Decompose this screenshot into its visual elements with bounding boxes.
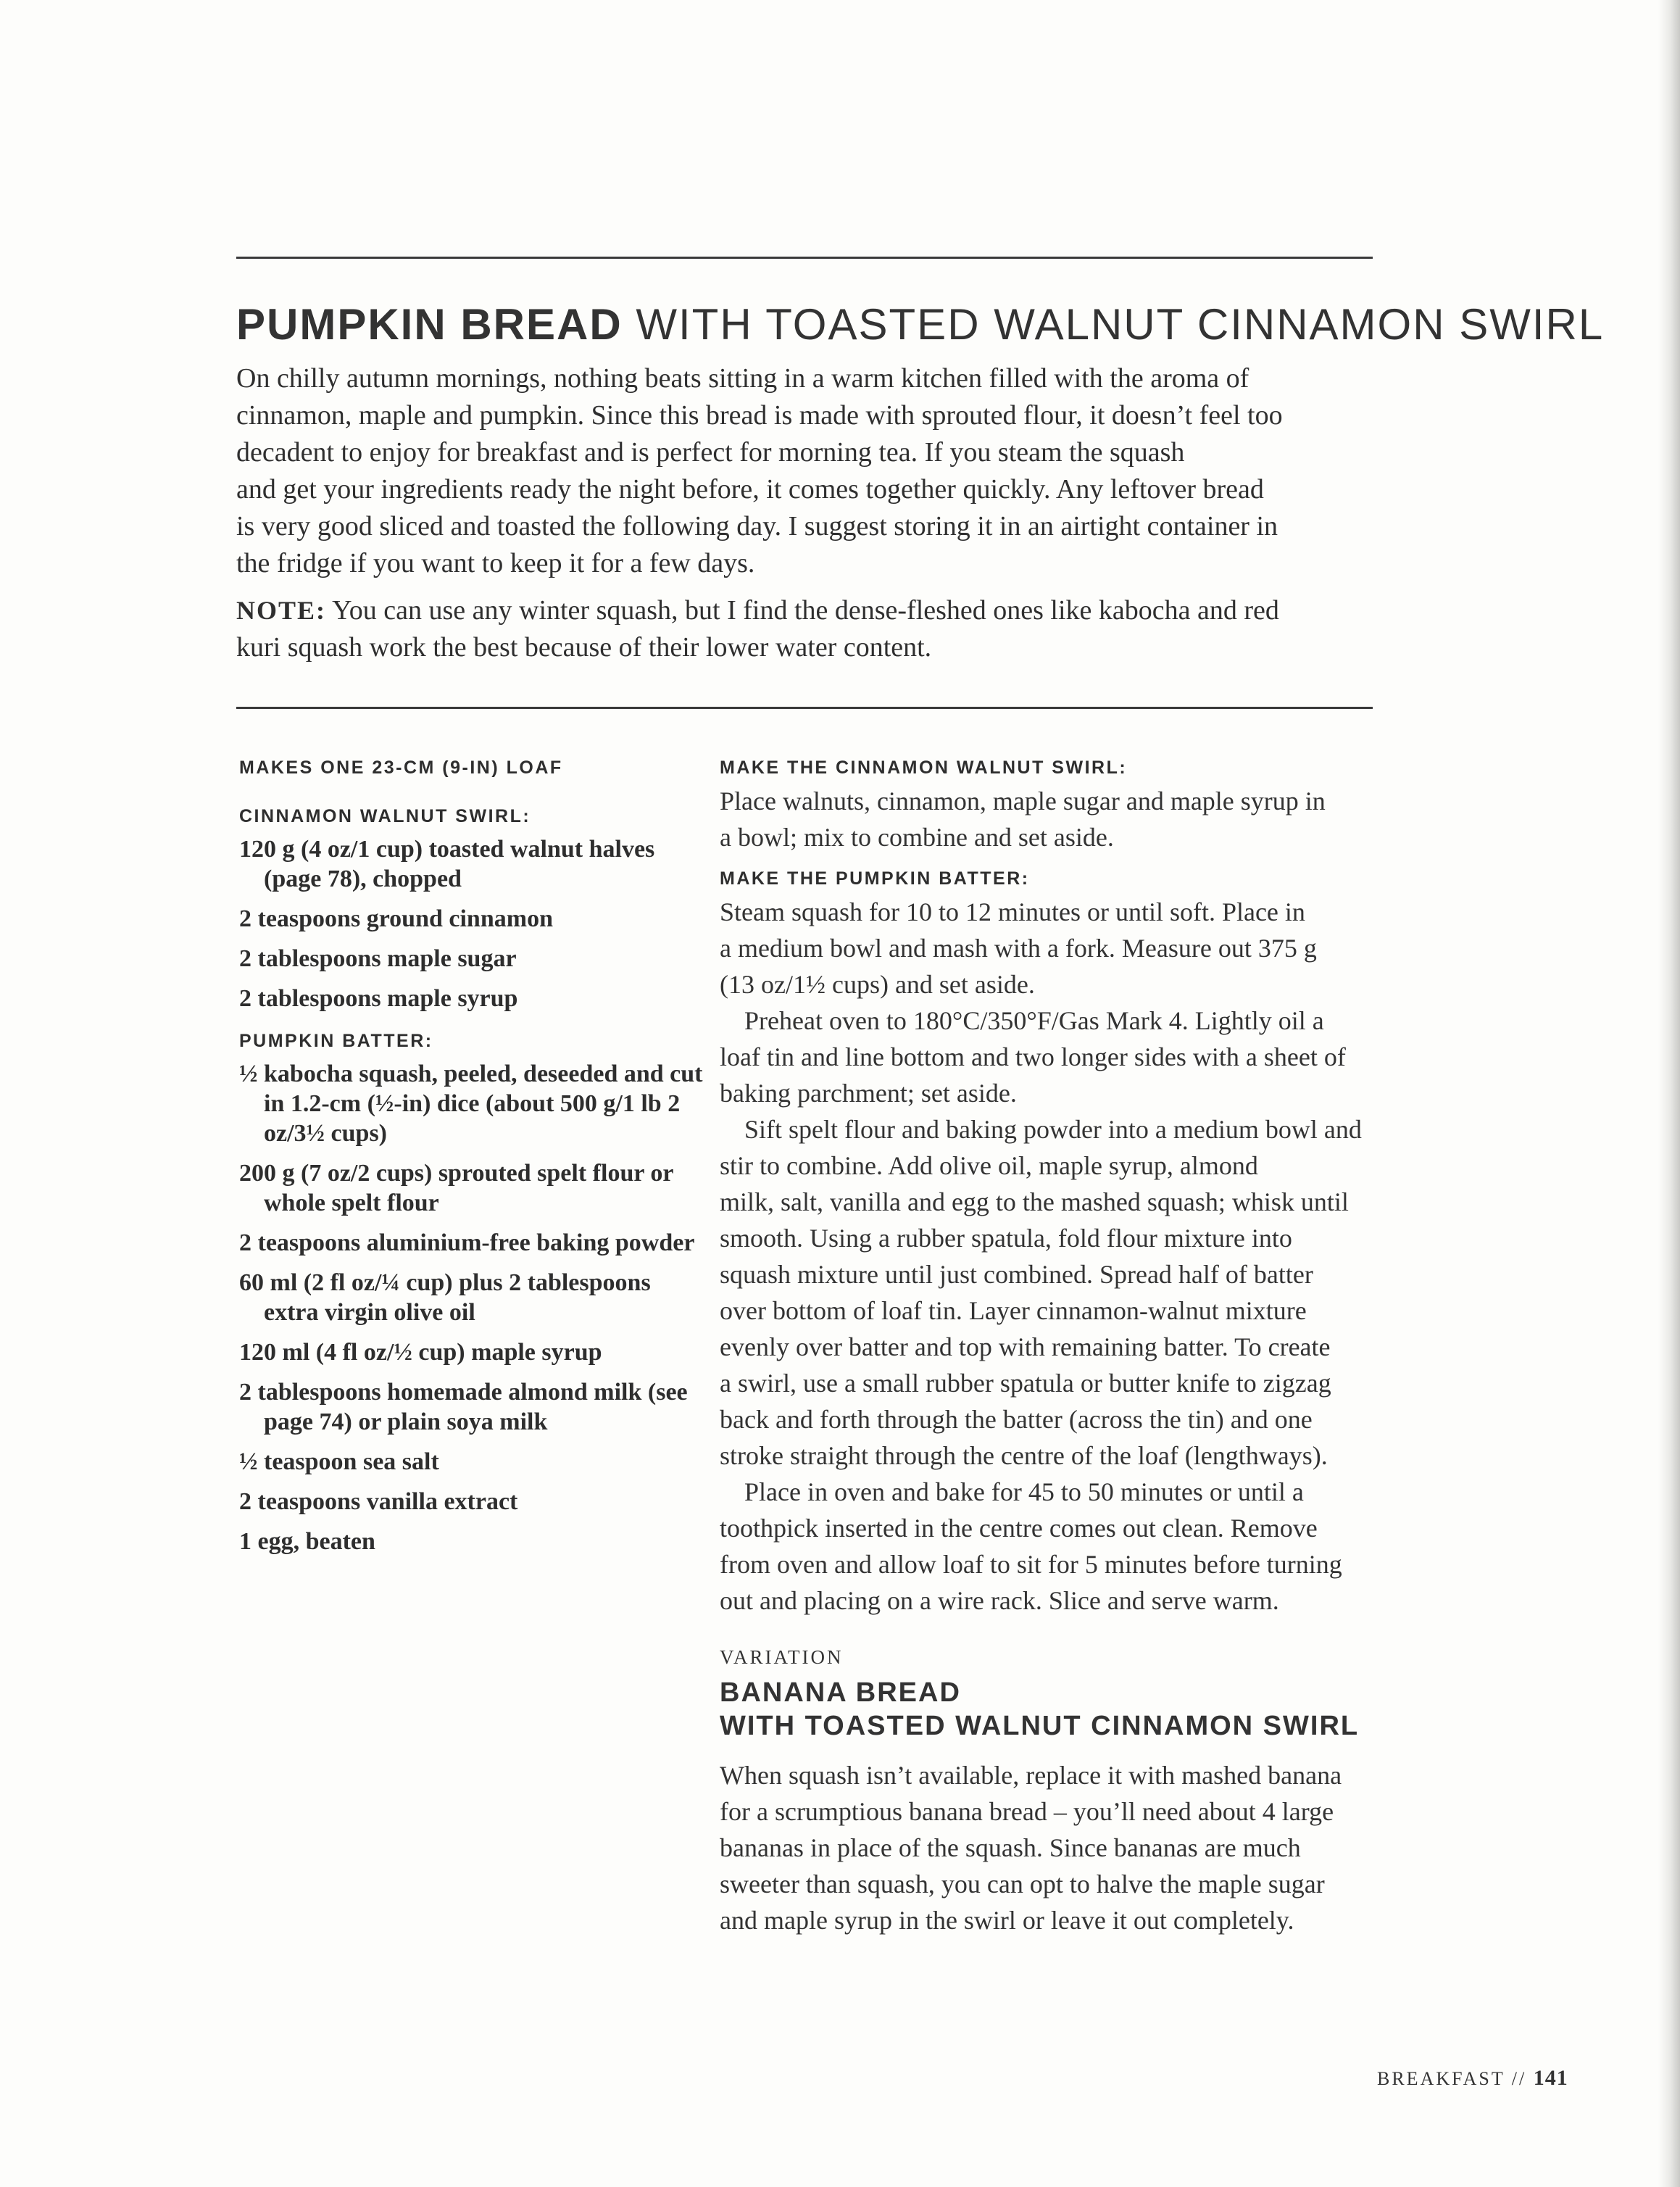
yield: MAKES ONE 23-CM (9-IN) LOAF [239, 758, 563, 778]
section-rule [236, 707, 1373, 709]
intro-line: decadent to enjoy for breakfast and is perfect for morning tea. If you steam the squash [236, 437, 1185, 468]
method-line: out and placing on a wire rack. Slice and serve warm. [720, 1586, 1279, 1615]
page-edge-shadow [1658, 0, 1680, 2187]
title-rest: WITH TOASTED WALNUT CINNAMON SWIRL [636, 300, 1605, 349]
method-line: Steam squash for 10 to 12 minutes or until soft. Place in [720, 897, 1305, 926]
ingredient-item: 60 ml (2 fl oz/¼ cup) plus 2 tablespoons extra virgin olive oil [239, 1269, 651, 1326]
variation-line: and maple syrup in the swirl or leave it out completely. [720, 1906, 1294, 1935]
method-line: a bowl; mix to combine and set aside. [720, 823, 1114, 852]
method-line: a medium bowl and mash with a fork. Measure out 375 g [720, 934, 1317, 963]
method-heading-swirl: MAKE THE CINNAMON WALNUT SWIRL: [720, 758, 1128, 778]
title-bold: PUMPKIN BREAD [236, 300, 623, 349]
ingredients-column [239, 758, 703, 1574]
intro-line: is very good sliced and toasted the following day. I suggest storing it in an airtight container in [236, 511, 1278, 541]
method-line: loaf tin and line bottom and two longer sides with a sheet of [720, 1042, 1346, 1071]
recipe-title [236, 296, 1605, 354]
method-column [720, 758, 1415, 1951]
ingredient-item: 2 teaspoons aluminium-free baking powder [239, 1229, 695, 1256]
method-batter-text [720, 894, 1415, 1619]
method-line: over bottom of loaf tin. Layer cinnamon-walnut mixture [720, 1296, 1307, 1325]
variation-title-line: BANANA BREAD [720, 1677, 961, 1708]
method-line: Place in oven and bake for 45 to 50 minutes or until a [744, 1477, 1304, 1506]
page-number: 141 [1533, 2066, 1568, 2090]
ingredient-item: 200 g (7 oz/2 cups) sprouted spelt flour or whole spelt flour [239, 1160, 673, 1216]
note-text: kuri squash work the best because of their lower water content. [236, 632, 932, 663]
ingredient-group-swirl [239, 806, 703, 1013]
method-line: baking parchment; set aside. [720, 1079, 1017, 1108]
method-line: Preheat oven to 180°C/350°F/Gas Mark 4. Lightly oil a [744, 1006, 1324, 1035]
ingredient-group-heading: CINNAMON WALNUT SWIRL: [239, 806, 531, 826]
method-line: toothpick inserted in the centre comes out clean. Remove [720, 1514, 1318, 1543]
ingredient-item: 2 tablespoons maple sugar [239, 945, 517, 972]
ingredient-item: 1 egg, beaten [239, 1528, 375, 1555]
method-line: back and forth through the batter (across the tin) and one [720, 1405, 1313, 1434]
ingredient-item: 2 tablespoons homemade almond milk (see page 74) or plain soya milk [239, 1379, 688, 1435]
intro-line: On chilly autumn mornings, nothing beats sitting in a warm kitchen filled with the aroma of [236, 363, 1249, 394]
top-rule [236, 257, 1373, 259]
ingredient-item: ½ kabocha squash, peeled, deseeded and cut in 1.2-cm (½-in) dice (about 500 g/1 lb 2 oz/3½ cups) [239, 1061, 703, 1147]
variation-label: VARIATION [720, 1646, 844, 1668]
method-line: stir to combine. Add olive oil, maple syrup, almond [720, 1151, 1258, 1180]
variation-title-line: WITH TOASTED WALNUT CINNAMON SWIRL [720, 1711, 1360, 1741]
method-line: evenly over batter and top with remaining batter. To create [720, 1332, 1331, 1361]
variation-line: bananas in place of the squash. Since bananas are much [720, 1833, 1301, 1862]
note [236, 592, 1396, 666]
method-line: (13 oz/1½ cups) and set aside. [720, 970, 1035, 999]
variation-section [720, 1646, 1415, 1938]
variation-line: for a scrumptious banana bread – you’ll need about 4 large [720, 1797, 1334, 1826]
intro-line: and get your ingredients ready the night before, it comes together quickly. Any leftover bread [236, 474, 1264, 505]
variation-line: When squash isn’t available, replace it with mashed banana [720, 1761, 1342, 1790]
method-line: stroke straight through the centre of the loaf (lengthways). [720, 1441, 1328, 1470]
method-line: milk, salt, vanilla and egg to the mashed squash; whisk until [720, 1187, 1349, 1216]
method-line: squash mixture until just combined. Spread half of batter [720, 1260, 1313, 1289]
intro-line: cinnamon, maple and pumpkin. Since this bread is made with sprouted flour, it doesn’t feel too [236, 400, 1283, 431]
ingredient-item: 120 ml (4 fl oz/½ cup) maple syrup [239, 1339, 602, 1366]
method-line: Sift spelt flour and baking powder into a medium bowl and [744, 1115, 1362, 1144]
ingredient-group-batter [239, 1031, 703, 1556]
footer-section: BREAKFAST [1377, 2068, 1505, 2089]
note-text: You can use any winter squash, but I find the dense-fleshed ones like kabocha and red [326, 595, 1279, 626]
ingredient-group-heading: PUMPKIN BATTER: [239, 1031, 433, 1051]
method-line: a swirl, use a small rubber spatula or butter knife to zigzag [720, 1369, 1331, 1398]
footer-separator: // [1511, 2068, 1527, 2089]
method-line: from oven and allow loaf to sit for 5 minutes before turning [720, 1550, 1342, 1579]
method-line: Place walnuts, cinnamon, maple sugar and maple syrup in [720, 787, 1326, 816]
method-swirl-text [720, 783, 1415, 855]
ingredient-item: 2 teaspoons ground cinnamon [239, 905, 553, 932]
ingredient-item: 2 teaspoons vanilla extract [239, 1488, 518, 1515]
variation-line: sweeter than squash, you can opt to halve the maple sugar [720, 1869, 1325, 1898]
ingredient-item: 2 tablespoons maple syrup [239, 985, 518, 1012]
ingredient-item: 120 g (4 oz/1 cup) toasted walnut halves (page 78), chopped [239, 836, 655, 892]
method-heading-batter: MAKE THE PUMPKIN BATTER: [720, 868, 1030, 889]
method-line: smooth. Using a rubber spatula, fold flour mixture into [720, 1224, 1292, 1253]
intro-line: the fridge if you want to keep it for a few days. [236, 548, 755, 578]
variation-title [720, 1676, 1415, 1743]
page-footer [1377, 2066, 1594, 2091]
variation-text [720, 1757, 1415, 1938]
intro-paragraph [236, 360, 1396, 666]
note-label: NOTE: [236, 596, 327, 625]
ingredient-item: ½ teaspoon sea salt [239, 1448, 439, 1475]
